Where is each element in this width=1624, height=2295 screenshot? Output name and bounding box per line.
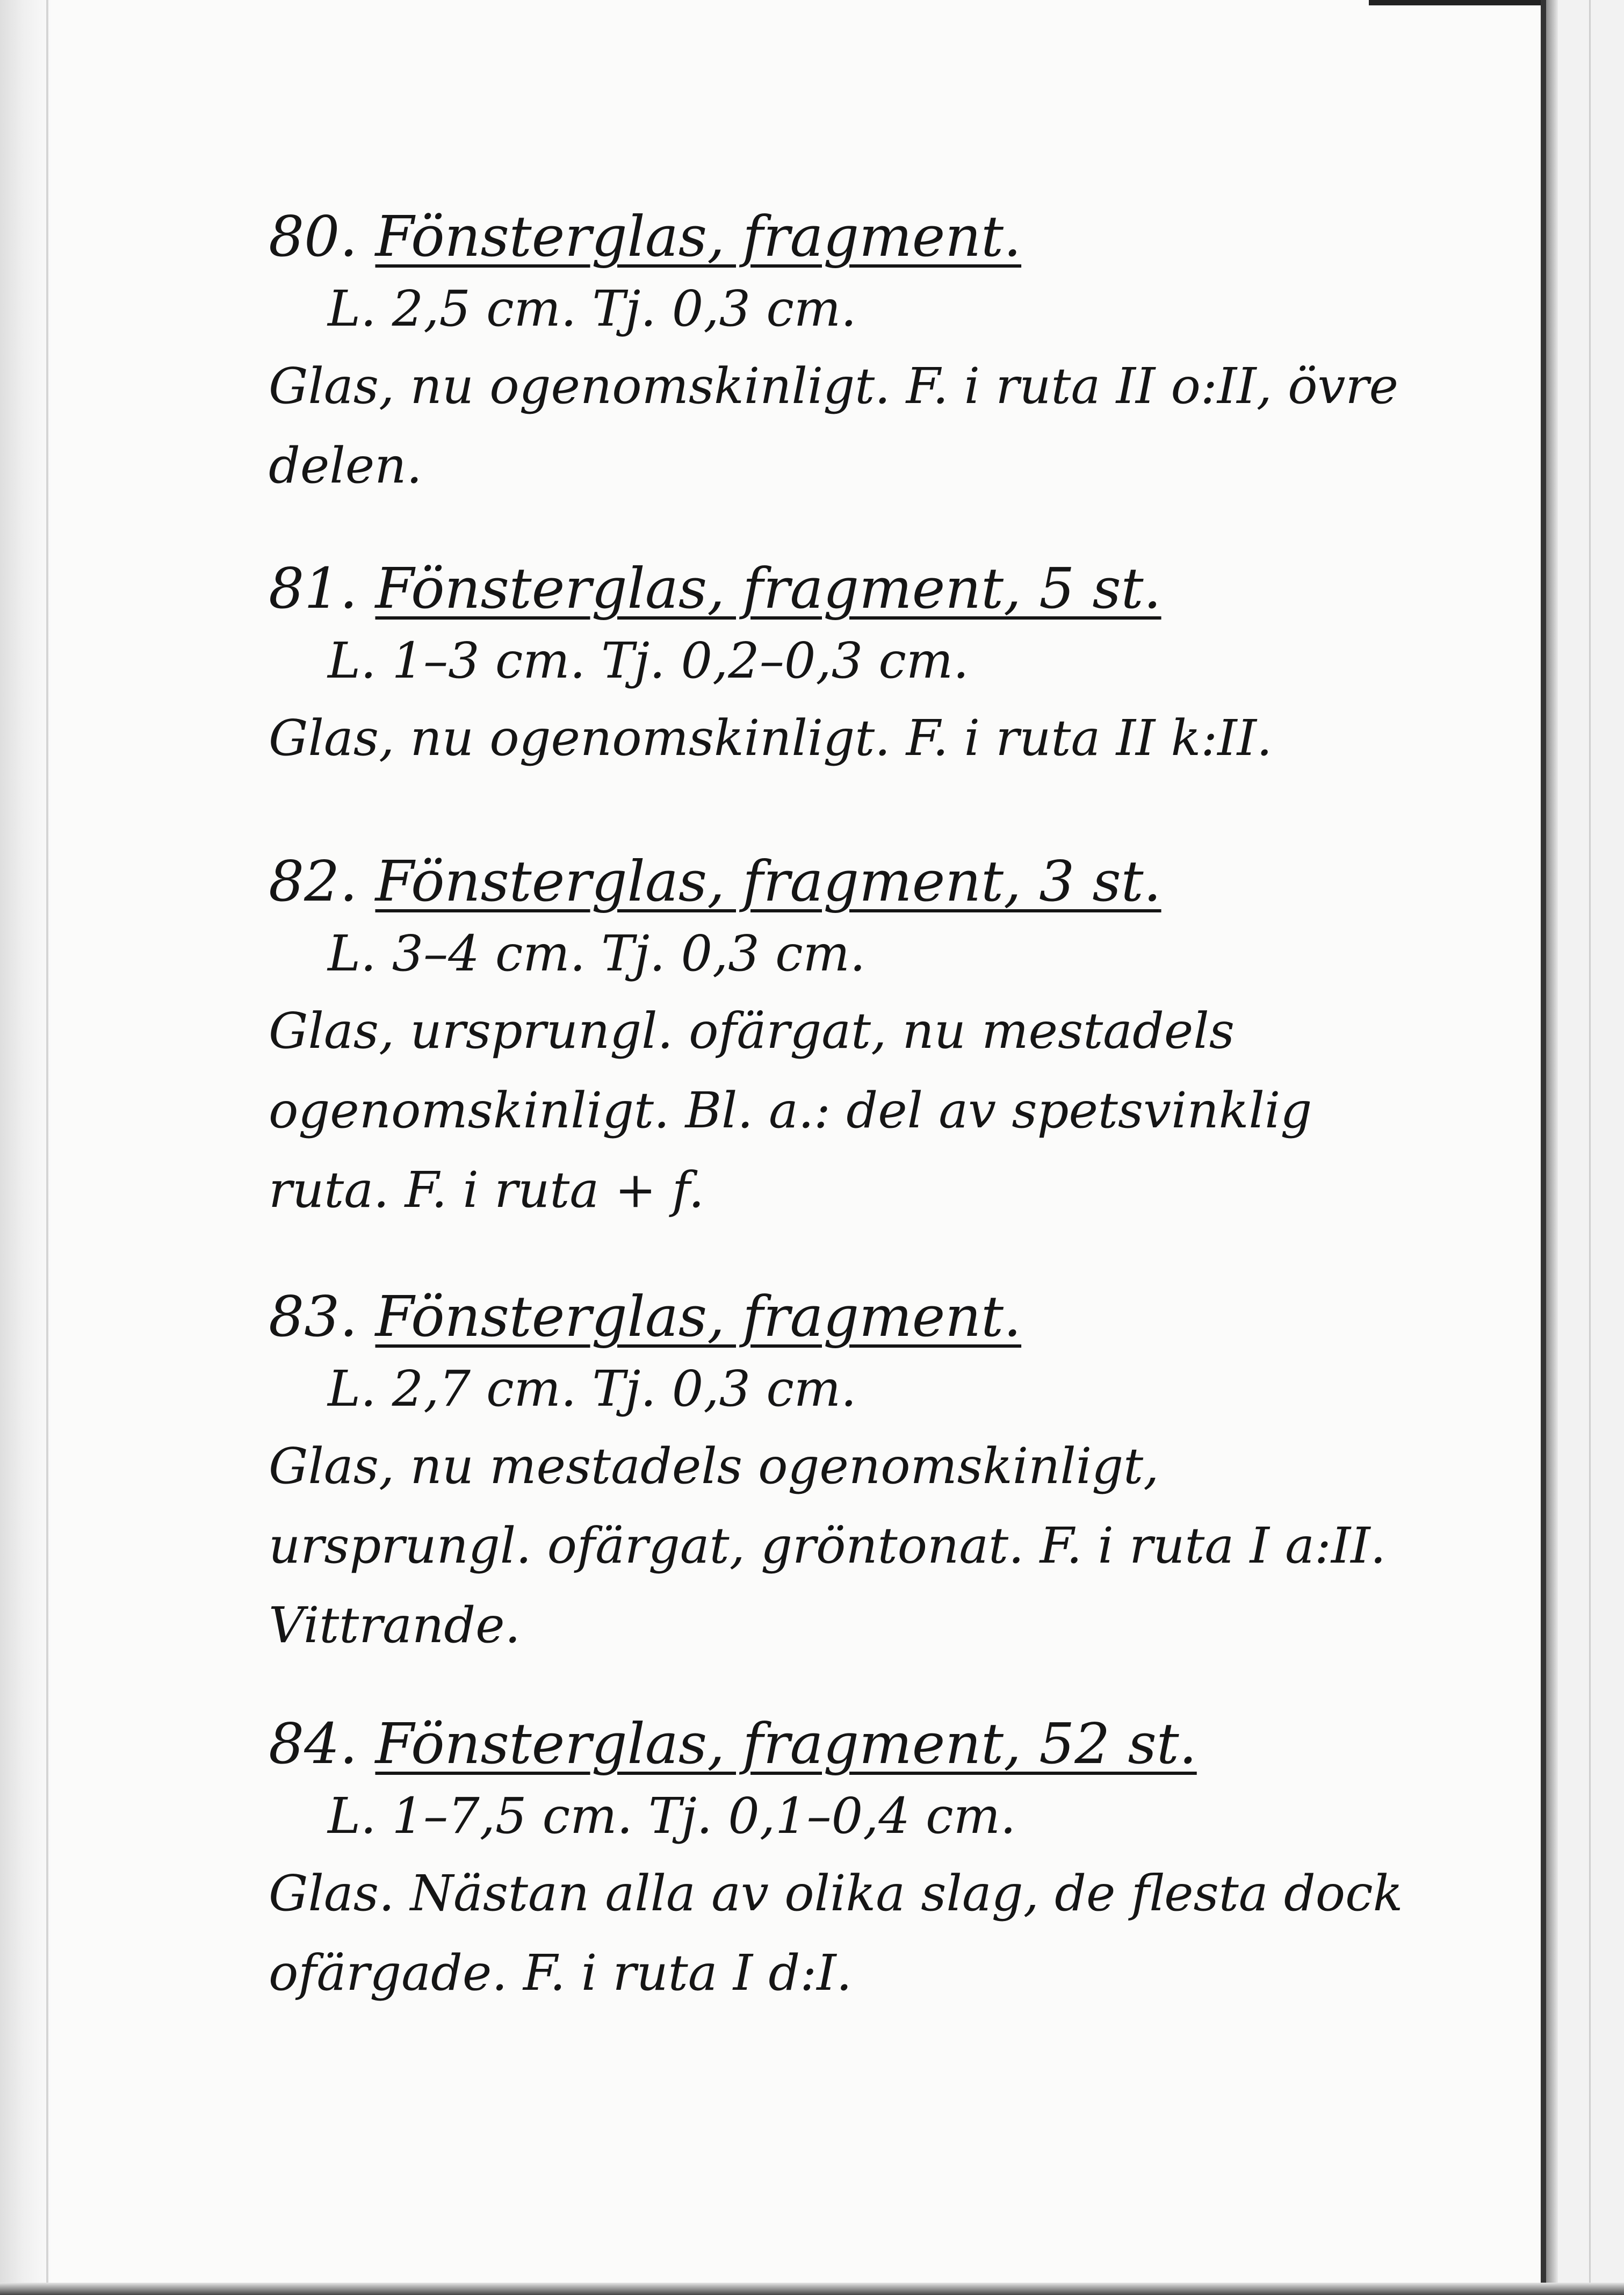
entry-description: Glas, nu ogenomskinligt. F. i ruta II o:II, övre delen. <box>269 357 1398 494</box>
entry-description: Glas, nu ogenomskinligt. F. i ruta II k:II. <box>269 709 1273 767</box>
entry-title: Fönsterglas, fragment, 52 st. <box>375 1711 1197 1776</box>
entry-title: Fönsterglas, fragment, 3 st. <box>375 848 1161 914</box>
binding-shadow <box>0 0 51 2295</box>
entry-number: 80. <box>269 204 358 269</box>
entry-measurements: L. 1–3 cm. Tj. 0,2–0,3 cm. <box>328 632 969 689</box>
page-right-shadow <box>1546 0 1558 2295</box>
entry-heading <box>269 846 1408 916</box>
next-page-edge-line <box>1589 0 1591 2295</box>
entry-measurements: L. 3–4 cm. Tj. 0,3 cm. <box>328 925 866 982</box>
entry-description: Glas, ursprungl. ofärgat, nu mestadels ogenomskinligt. Bl. a.: del av spetsvinklig ruta. F. i ruta + f. <box>269 1002 1312 1219</box>
entry-measurements: L. 1–7,5 cm. Tj. 0,1–0,4 cm. <box>328 1787 1016 1845</box>
entry-measurements: L. 2,5 cm. Tj. 0,3 cm. <box>328 280 857 337</box>
entry-heading <box>269 553 1408 623</box>
entry-title: Fönsterglas, fragment. <box>375 1284 1022 1349</box>
entry-heading <box>269 1709 1408 1779</box>
page-right-edge <box>1541 0 1546 2295</box>
entry-description: Glas, nu mestadels ogenomskinligt, ursprungl. ofärgat, gröntonat. F. i ruta I a:II. Vittrande. <box>269 1437 1386 1654</box>
catalog-entry <box>269 1282 1408 1665</box>
catalog-entry <box>269 846 1408 1230</box>
entry-number: 84. <box>269 1711 358 1776</box>
next-page-margin <box>1558 0 1624 2295</box>
entry-number: 81. <box>269 556 358 621</box>
page-bottom-edge <box>0 2283 1624 2295</box>
catalog-entry <box>269 202 1408 506</box>
entry-title: Fönsterglas, fragment, 5 st. <box>375 556 1161 621</box>
entry-description: Glas. Nästan alla av olika slag, de flesta dock ofärgade. F. i ruta I d:I. <box>269 1865 1403 2002</box>
entry-number: 83. <box>269 1284 358 1349</box>
entry-title: Fönsterglas, fragment. <box>375 204 1022 269</box>
catalog-entry <box>269 1709 1408 2013</box>
page-left-edge <box>46 0 48 2295</box>
entry-heading <box>269 1282 1408 1351</box>
entry-number: 82. <box>269 848 358 914</box>
entry-heading <box>269 202 1408 271</box>
catalog-entry <box>269 553 1408 778</box>
entry-measurements: L. 2,7 cm. Tj. 0,3 cm. <box>328 1360 857 1418</box>
